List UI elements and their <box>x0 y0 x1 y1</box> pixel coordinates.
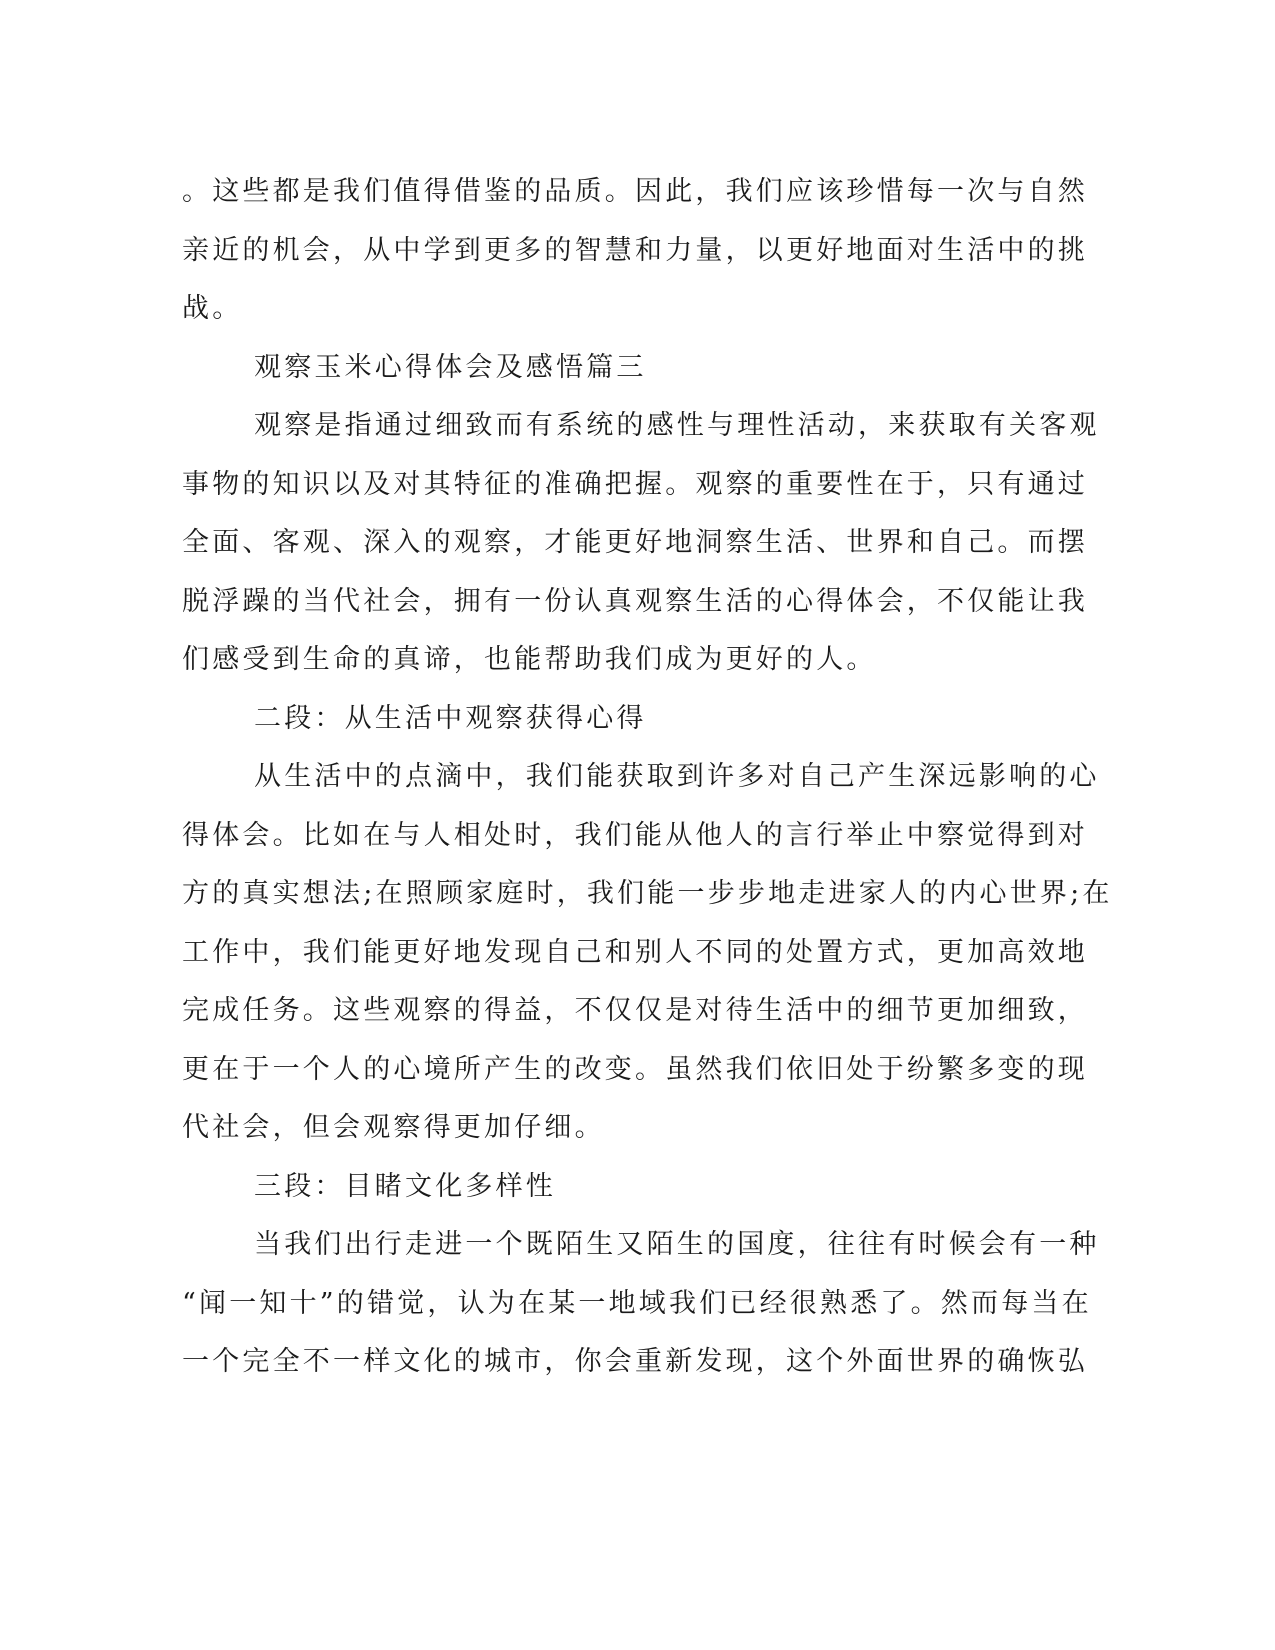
text-line: 全面、客观、深入的观察，才能更好地洞察生活、世界和自己。而摆 <box>182 527 1088 558</box>
document-body <box>182 163 1113 1392</box>
paragraph-start-line: 观察是指通过细致而有系统的感性与理性活动，来获取有关客观 <box>254 410 1100 441</box>
text-line: 们感受到生命的真谛，也能帮助我们成为更好的人。 <box>182 644 877 675</box>
paragraph-start-line: 二段：从生活中观察获得心得 <box>254 702 647 734</box>
text-line: 方的真实想法;在照顾家庭时，我们能一步步地走进家人的内心世界;在 <box>182 878 1113 909</box>
text-line: 代社会，但会观察得更加仔细。 <box>182 1112 605 1143</box>
text-line: 脱浮躁的当代社会，拥有一份认真观察生活的心得体会，不仅能让我 <box>182 585 1088 617</box>
text-line: 更在于一个人的心境所产生的改变。虽然我们依旧处于纷繁多变的现 <box>182 1053 1088 1085</box>
text-line: 亲近的机会，从中学到更多的智慧和力量，以更好地面对生活中的挑 <box>182 234 1088 266</box>
text-line: 战。 <box>182 293 243 324</box>
text-line: “闻一知十”的错觉，认为在某一地域我们已经很熟悉了。然而每当在 <box>182 1287 1092 1319</box>
text-line: 完成任务。这些观察的得益，不仅仅是对待生活中的细节更加细致， <box>182 995 1088 1026</box>
text-line: 工作中，我们能更好地发现自己和别人不同的处置方式，更加高效地 <box>182 936 1088 968</box>
paragraph-start-line: 当我们出行走进一个既陌生又陌生的国度，往往有时候会有一种 <box>254 1229 1100 1260</box>
text-line: 得体会。比如在与人相处时，我们能从他人的言行举止中察觉得到对 <box>182 819 1088 851</box>
paragraph-start-line: 观察玉米心得体会及感悟篇三 <box>254 351 647 383</box>
text-line: 一个完全不一样文化的城市，你会重新发现，这个外面世界的确恢弘 <box>182 1346 1088 1377</box>
paragraph-start-line: 三段：目睹文化多样性 <box>254 1170 556 1202</box>
text-line: 。这些都是我们值得借鉴的品质。因此，我们应该珍惜每一次与自然 <box>182 176 1088 207</box>
text-line: 事物的知识以及对其特征的准确把握。观察的重要性在于，只有通过 <box>182 468 1088 500</box>
paragraph-start-line: 从生活中的点滴中，我们能获取到许多对自己产生深远影响的心 <box>254 761 1100 792</box>
